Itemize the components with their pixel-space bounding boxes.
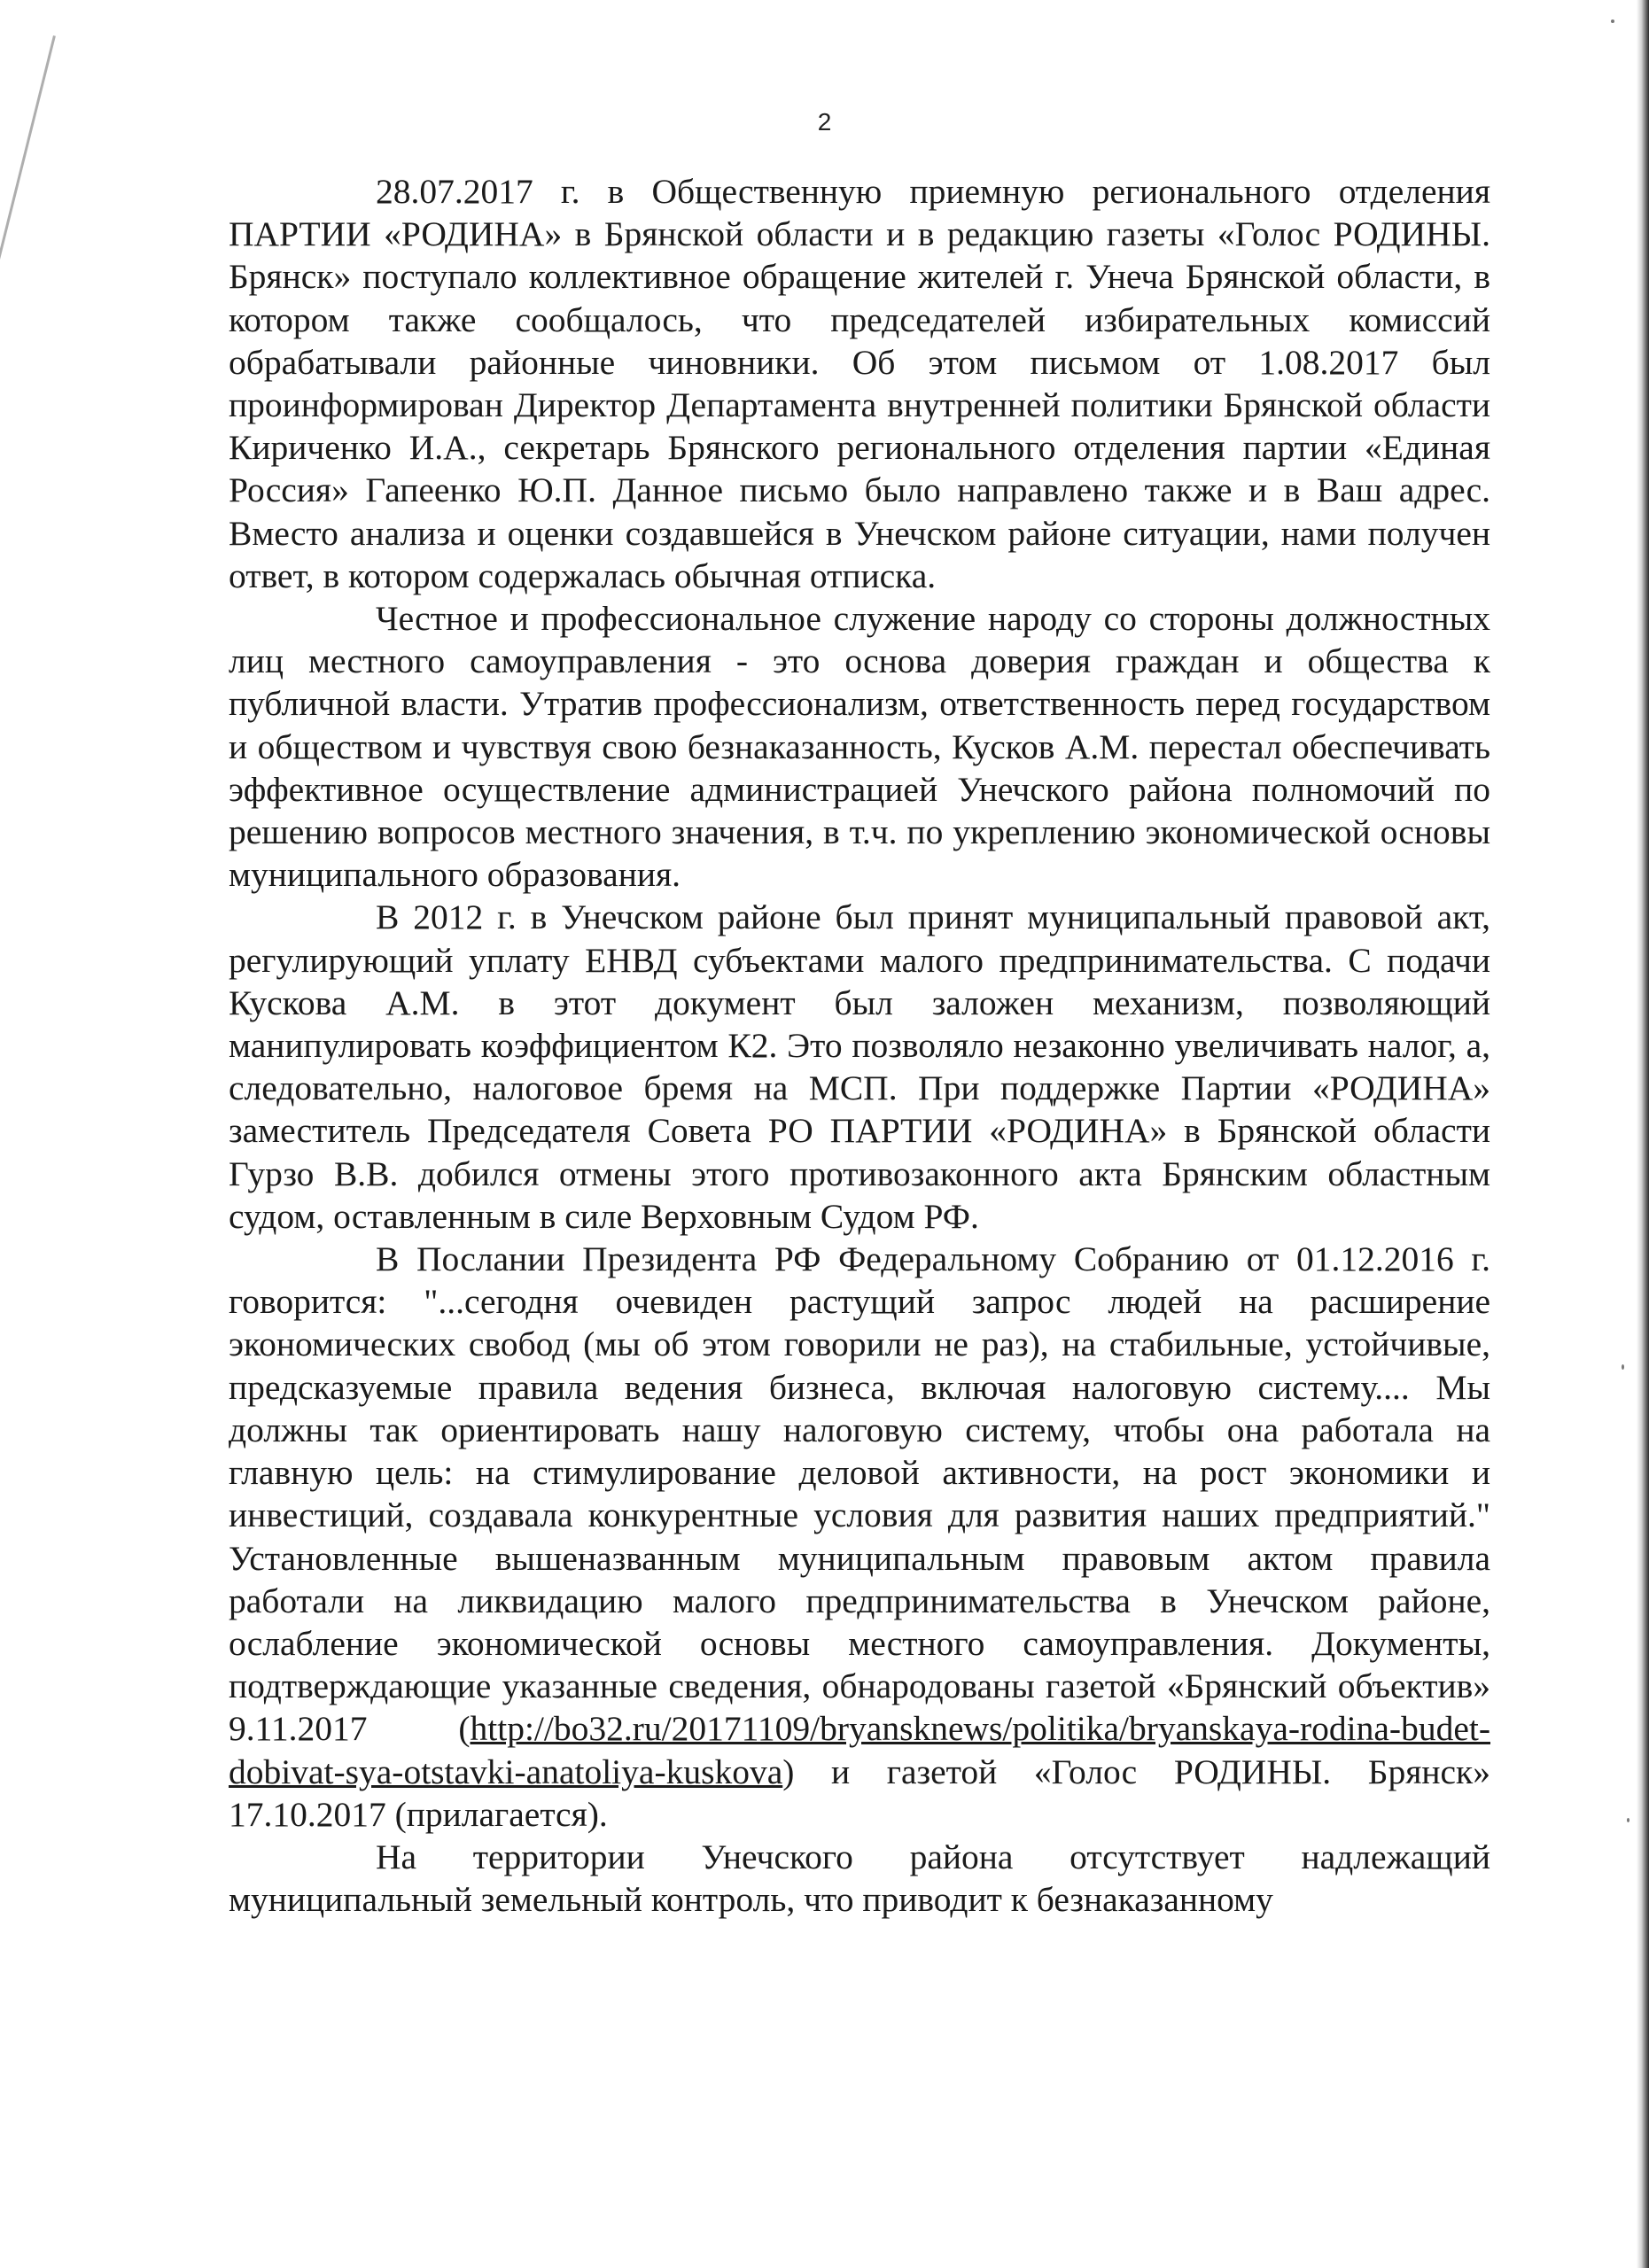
paragraph-2: Честное и профессиональное служение народу со стороны должностных лиц местного самоуправления - это основа доверия граждан и общества к публичной власти. Утратив профессионализм, ответственность перед государством и обществом и чувствуя свою безнаказанность, Кусков А.М. перестал обеспечивать эффективное осуществление администрацией Унечского района полномочий по решению вопросов местного значения, в т.ч. по укреплению экономической основы муниципального образования. [229, 599, 1490, 895]
document-body [229, 170, 1490, 1921]
page-number: 2 [817, 108, 832, 136]
scan-speck [1622, 1364, 1624, 1370]
paragraph-4-text-after: ) и газетой «Голос РОДИНЫ. Брянск» 17.10.2017 (прилагается). [229, 1751, 1490, 1834]
paragraph-1: 28.07.2017 г. в Общественную приемную регионального отделения ПАРТИИ «РОДИНА» в Брянской области и в редакцию газеты «Голос РОДИНЫ. Брянск» поступало коллективное обращение жителей г. Унеча Брянской области, в котором также сообщалось, что председателей избирательных комиссий обрабатывали районные чиновники. Об этом письмом от 1.08.2017 был проинформирован Директор Департамента внутренней политики Брянской области Кириченко И.А., секретарь Брянского регионального отделения партии «Единая Россия» Гапеенко Ю.П. Данное письмо было направлено также и в Ваш адрес. Вместо анализа и оценки создавшейся в Унечском районе ситуации, нами получен ответ, в котором содержалась обычная отписка. [229, 172, 1490, 595]
paragraph-4-text-before: В Послании Президента РФ Федеральному Собранию от 01.12.2016 г. говорится: "...сегодня очевиден растущий запрос людей на расширение экономических свобод (мы об этом говорили не раз), на стабильные, устойчивые, предсказуемые правила ведения бизнеса, включая налоговую систему.... Мы должны так ориентировать нашу налоговую систему, чтобы она работала на главную цель: на стимулирование деловой активности, на рост экономики и инвестиций, создавала конкурентные условия для развития наших предприятий." Установленные вышеназванным муниципальным правовым актом правила работали на ликвидацию малого предпринимательства в Унечском районе, ослабление экономической основы местного самоуправления. Документы, подтверждающие указанные сведения, обнародованы газетой «Брянский объектив» 9.11.2017 ( [229, 1239, 1490, 1749]
news-article-link[interactable]: http://bo32.ru/20171109/bryansknews/politika/bryanskaya-rodina-budet-dobivat-sya-otstavki-anatoliya-kuskova [229, 1709, 1490, 1791]
paragraph-4 [229, 1238, 1490, 1836]
paragraph-5: На территории Унечского района отсутствует надлежащий муниципальный земельный контроль, что приводит к безнаказанному [229, 1837, 1490, 1920]
scan-speck [1611, 19, 1614, 23]
scan-edge-right [1637, 0, 1649, 2268]
paragraph-3: В 2012 г. в Унечском районе был принят муниципальный правовой акт, регулирующий уплату ЕНВД субъектами малого предпринимательства. С подачи Кускова А.М. в этот документ был заложен механизм, позволяющий манипулировать коэффициентом К2. Это позволяло незаконно увеличивать налог, а, следовательно, налоговое бремя на МСП. При поддержке Партии «РОДИНА» заместитель Председателя Совета РО ПАРТИИ «РОДИНА» в Брянской области Гурзо В.В. добился отмены этого противозаконного акта Брянским областным судом, оставленным в силе Верховным Судом РФ. [229, 897, 1490, 1236]
scan-speck [1627, 1818, 1630, 1822]
scan-artifact-line [0, 35, 56, 311]
